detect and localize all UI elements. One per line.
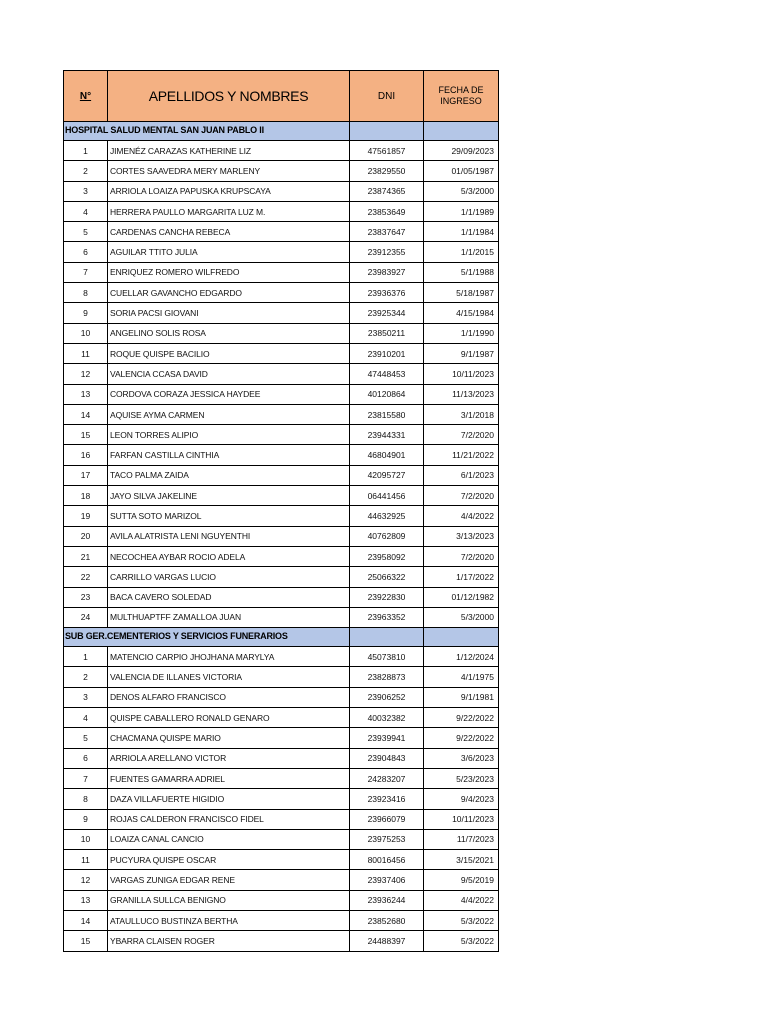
row-number: 6 [64, 242, 108, 262]
table-row [64, 323, 499, 343]
row-dni: 47561857 [350, 141, 424, 161]
row-name: DAZA VILLAFUERTE HIGIDIO [108, 789, 350, 809]
row-number: 21 [64, 546, 108, 566]
header-date-line1: FECHA DE [438, 85, 484, 95]
row-date: 5/23/2023 [424, 768, 499, 788]
row-name: CHACMANA QUISPE MARIO [108, 728, 350, 748]
section-empty-cell [350, 628, 424, 647]
table-row [64, 931, 499, 951]
row-number: 11 [64, 343, 108, 363]
row-dni: 23923416 [350, 789, 424, 809]
row-dni: 24283207 [350, 768, 424, 788]
row-name: AGUILAR TTITO JULIA [108, 242, 350, 262]
row-dni: 23904843 [350, 748, 424, 768]
table-row [64, 201, 499, 221]
row-name: DENOS ALFARO FRANCISCO [108, 687, 350, 707]
row-name: ROQUE QUISPE BACILIO [108, 343, 350, 363]
row-number: 17 [64, 465, 108, 485]
row-dni: 45073810 [350, 647, 424, 667]
row-number: 5 [64, 222, 108, 242]
row-dni: 23815580 [350, 404, 424, 424]
row-dni: 23939941 [350, 728, 424, 748]
table-row [64, 567, 499, 587]
row-dni: 23975253 [350, 829, 424, 849]
row-name: AQUISE AYMA CARMEN [108, 404, 350, 424]
row-name: NECOCHEA AYBAR ROCIO ADELA [108, 546, 350, 566]
header-number: N° [64, 71, 108, 122]
row-dni: 40762809 [350, 526, 424, 546]
table-row [64, 404, 499, 424]
table-row [64, 748, 499, 768]
table-row [64, 262, 499, 282]
row-date: 29/09/2023 [424, 141, 499, 161]
row-number: 16 [64, 445, 108, 465]
table-row [64, 587, 499, 607]
row-date: 4/15/1984 [424, 303, 499, 323]
table-row [64, 364, 499, 384]
row-name: YBARRA CLAISEN ROGER [108, 931, 350, 951]
row-number: 24 [64, 607, 108, 627]
row-number: 10 [64, 829, 108, 849]
row-number: 9 [64, 809, 108, 829]
row-number: 4 [64, 708, 108, 728]
row-number: 13 [64, 890, 108, 910]
row-dni: 23850211 [350, 323, 424, 343]
row-name: ROJAS CALDERON FRANCISCO FIDEL [108, 809, 350, 829]
row-number: 1 [64, 141, 108, 161]
row-date: 4/4/2022 [424, 890, 499, 910]
row-dni: 23874365 [350, 181, 424, 201]
row-number: 20 [64, 526, 108, 546]
row-date: 11/7/2023 [424, 829, 499, 849]
personnel-table [63, 70, 499, 952]
row-date: 1/17/2022 [424, 567, 499, 587]
row-name: SUTTA SOTO MARIZOL [108, 506, 350, 526]
row-name: ARRIOLA ARELLANO VICTOR [108, 748, 350, 768]
table-row [64, 283, 499, 303]
table-row [64, 910, 499, 930]
row-number: 3 [64, 181, 108, 201]
row-date: 01/12/1982 [424, 587, 499, 607]
table-row [64, 667, 499, 687]
table-row [64, 222, 499, 242]
row-date: 3/6/2023 [424, 748, 499, 768]
row-dni: 24488397 [350, 931, 424, 951]
row-date: 9/22/2022 [424, 708, 499, 728]
row-date: 1/1/1989 [424, 201, 499, 221]
row-dni: 23829550 [350, 161, 424, 181]
row-dni: 23944331 [350, 425, 424, 445]
row-name: VARGAS ZUNIGA EDGAR RENE [108, 870, 350, 890]
row-name: GRANILLA SULLCA BENIGNO [108, 890, 350, 910]
row-dni: 25066322 [350, 567, 424, 587]
table-row [64, 526, 499, 546]
row-date: 3/15/2021 [424, 850, 499, 870]
row-name: VALENCIA DE ILLANES VICTORIA [108, 667, 350, 687]
row-date: 7/2/2020 [424, 425, 499, 445]
row-dni: 23966079 [350, 809, 424, 829]
row-dni: 23937406 [350, 870, 424, 890]
row-number: 11 [64, 850, 108, 870]
row-number: 7 [64, 262, 108, 282]
row-dni: 23983927 [350, 262, 424, 282]
table-row [64, 607, 499, 627]
section-empty-cell [424, 122, 499, 141]
row-number: 13 [64, 384, 108, 404]
row-date: 3/13/2023 [424, 526, 499, 546]
header-row [64, 71, 499, 122]
row-dni: 47448453 [350, 364, 424, 384]
row-date: 10/11/2023 [424, 364, 499, 384]
row-dni: 40120864 [350, 384, 424, 404]
row-dni: 23853649 [350, 201, 424, 221]
row-date: 01/05/1987 [424, 161, 499, 181]
row-number: 6 [64, 748, 108, 768]
row-number: 1 [64, 647, 108, 667]
row-name: ENRIQUEZ ROMERO WILFREDO [108, 262, 350, 282]
row-number: 22 [64, 567, 108, 587]
row-dni: 23936376 [350, 283, 424, 303]
section-empty-cell [350, 122, 424, 141]
row-date: 9/5/2019 [424, 870, 499, 890]
header-date-line2: INGRESO [440, 96, 482, 106]
row-date: 1/1/1990 [424, 323, 499, 343]
row-dni: 23837647 [350, 222, 424, 242]
row-dni: 80016456 [350, 850, 424, 870]
row-number: 8 [64, 789, 108, 809]
row-number: 2 [64, 161, 108, 181]
row-name: FARFAN CASTILLA CINTHIA [108, 445, 350, 465]
section-title-cell [64, 628, 350, 647]
row-name: VALENCIA CCASA DAVID [108, 364, 350, 384]
row-name: ANGELINO SOLIS ROSA [108, 323, 350, 343]
row-date: 9/22/2022 [424, 728, 499, 748]
section-empty-cell [424, 628, 499, 647]
row-date: 11/13/2023 [424, 384, 499, 404]
row-name: CORTES SAAVEDRA MERY MARLENY [108, 161, 350, 181]
row-number: 12 [64, 870, 108, 890]
row-date: 7/2/2020 [424, 546, 499, 566]
row-name: LOAIZA CANAL CANCIO [108, 829, 350, 849]
row-name: MATENCIO CARPIO JHOJHANA MARYLYA [108, 647, 350, 667]
table-row [64, 546, 499, 566]
row-number: 9 [64, 303, 108, 323]
row-number: 4 [64, 201, 108, 221]
table-row [64, 486, 499, 506]
row-date: 7/2/2020 [424, 486, 499, 506]
row-number: 14 [64, 404, 108, 424]
row-dni: 23910201 [350, 343, 424, 363]
row-number: 3 [64, 687, 108, 707]
row-name: TACO PALMA ZAIDA [108, 465, 350, 485]
table-row [64, 384, 499, 404]
table-row [64, 728, 499, 748]
row-name: CARRILLO VARGAS LUCIO [108, 567, 350, 587]
table-row [64, 789, 499, 809]
row-date: 9/4/2023 [424, 789, 499, 809]
row-number: 5 [64, 728, 108, 748]
row-name: CUELLAR GAVANCHO EDGARDO [108, 283, 350, 303]
section-title: SUB GER.CEMENTERIOS Y SERVICIOS FUNERARIOS [65, 631, 288, 642]
row-name: PUCYURA QUISPE OSCAR [108, 850, 350, 870]
row-name: CORDOVA CORAZA JESSICA HAYDEE [108, 384, 350, 404]
row-date: 1/1/2015 [424, 242, 499, 262]
row-name: LEON TORRES ALIPIO [108, 425, 350, 445]
row-name: HERRERA PAULLO MARGARITA LUZ M. [108, 201, 350, 221]
table-row [64, 829, 499, 849]
section-title: HOSPITAL SALUD MENTAL SAN JUAN PABLO II [65, 125, 264, 135]
row-dni: 23936244 [350, 890, 424, 910]
table-row [64, 687, 499, 707]
row-dni: 40032382 [350, 708, 424, 728]
table-row [64, 850, 499, 870]
table-row [64, 870, 499, 890]
table-row [64, 647, 499, 667]
table-row [64, 708, 499, 728]
table-row [64, 242, 499, 262]
row-date: 5/3/2022 [424, 931, 499, 951]
table-row [64, 465, 499, 485]
row-name: ARRIOLA LOAIZA PAPUSKA KRUPSCAYA [108, 181, 350, 201]
row-date: 5/1/1988 [424, 262, 499, 282]
row-name: CARDENAS CANCHA REBECA [108, 222, 350, 242]
section-header-row [64, 122, 499, 141]
row-dni: 23912355 [350, 242, 424, 262]
row-name: AVILA ALATRISTA LENI NGUYENTHI [108, 526, 350, 546]
row-date: 5/3/2000 [424, 607, 499, 627]
row-name: JIMENÉZ CARAZAS KATHERINE LIZ [108, 141, 350, 161]
row-number: 19 [64, 506, 108, 526]
header-dni: DNI [350, 71, 424, 122]
header-date [424, 71, 499, 122]
row-number: 2 [64, 667, 108, 687]
row-dni: 42095727 [350, 465, 424, 485]
row-dni: 06441456 [350, 486, 424, 506]
table-row [64, 425, 499, 445]
table-row [64, 343, 499, 363]
section-title-cell [64, 122, 350, 141]
row-date: 4/1/1975 [424, 667, 499, 687]
row-number: 10 [64, 323, 108, 343]
row-dni: 23852680 [350, 910, 424, 930]
table-row [64, 303, 499, 323]
row-number: 8 [64, 283, 108, 303]
table-row [64, 506, 499, 526]
row-number: 12 [64, 364, 108, 384]
row-date: 1/1/1984 [424, 222, 499, 242]
row-name: BACA CAVERO SOLEDAD [108, 587, 350, 607]
row-name: SORIA PACSI GIOVANI [108, 303, 350, 323]
row-date: 5/18/1987 [424, 283, 499, 303]
row-date: 10/11/2023 [424, 809, 499, 829]
row-date: 4/4/2022 [424, 506, 499, 526]
row-name: FUENTES GAMARRA ADRIEL [108, 768, 350, 788]
row-dni: 44632925 [350, 506, 424, 526]
row-date: 9/1/1987 [424, 343, 499, 363]
row-number: 15 [64, 425, 108, 445]
row-number: 18 [64, 486, 108, 506]
row-number: 15 [64, 931, 108, 951]
table-row [64, 181, 499, 201]
row-date: 11/21/2022 [424, 445, 499, 465]
row-name: MULTHUAPTFF ZAMALLOA JUAN [108, 607, 350, 627]
row-date: 3/1/2018 [424, 404, 499, 424]
table-row [64, 809, 499, 829]
row-name: ATAULLUCO BUSTINZA BERTHA [108, 910, 350, 930]
row-number: 14 [64, 910, 108, 930]
row-number: 7 [64, 768, 108, 788]
row-date: 5/3/2000 [424, 181, 499, 201]
row-dni: 23922830 [350, 587, 424, 607]
table-row [64, 161, 499, 181]
row-dni: 23925344 [350, 303, 424, 323]
row-date: 5/3/2022 [424, 910, 499, 930]
table-body [64, 122, 499, 952]
row-name: JAYO SILVA JAKELINE [108, 486, 350, 506]
row-dni: 23906252 [350, 687, 424, 707]
header-name: APELLIDOS Y NOMBRES [108, 71, 350, 122]
row-dni: 23828873 [350, 667, 424, 687]
table-row [64, 445, 499, 465]
table-row [64, 141, 499, 161]
row-dni: 23963352 [350, 607, 424, 627]
section-header-row [64, 628, 499, 647]
row-dni: 46804901 [350, 445, 424, 465]
row-number: 23 [64, 587, 108, 607]
table-row [64, 890, 499, 910]
row-date: 1/12/2024 [424, 647, 499, 667]
row-name: QUISPE CABALLERO RONALD GENARO [108, 708, 350, 728]
row-date: 6/1/2023 [424, 465, 499, 485]
row-date: 9/1/1981 [424, 687, 499, 707]
table-row [64, 768, 499, 788]
row-dni: 23958092 [350, 546, 424, 566]
